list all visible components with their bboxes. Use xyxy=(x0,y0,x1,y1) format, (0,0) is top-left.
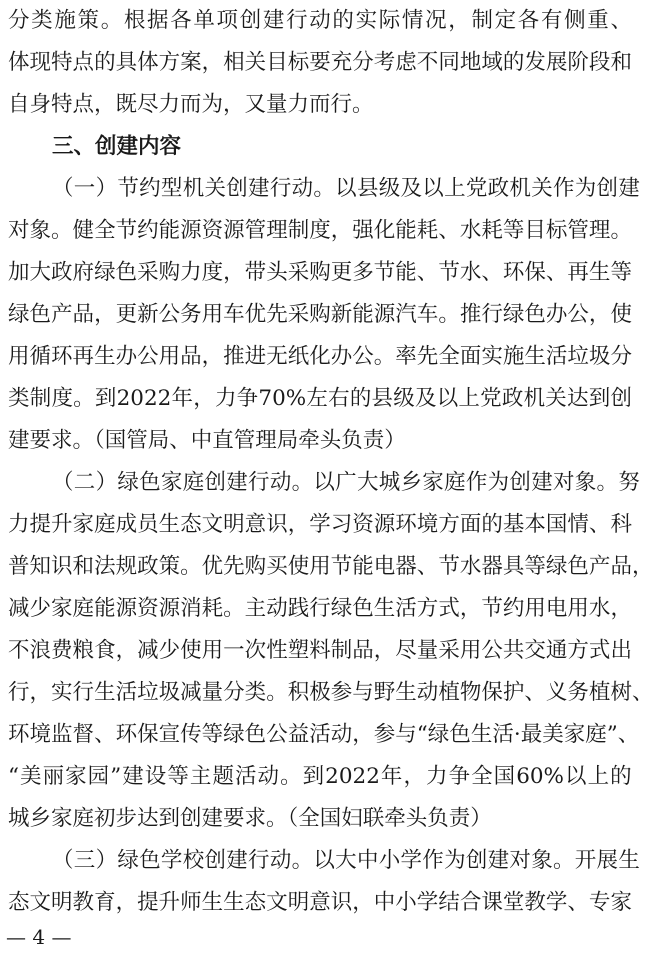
text-line: （ 一 ） 节 约 型 机 关 创 建 行 动 。 以 县 级 及 以 上 党 政 机 关 作 为 创 建 xyxy=(52,176,640,201)
text-line: 分 类 施 策 。 根 据 各 单 项 创 建 行 动 的 实 际 情 况 ， 制 定 各 有 侧 重 、 xyxy=(8,8,632,33)
text-line: 环 境 监 督 、 环 保 宣 传 等 绿 色 公 益 活 动 ， 参 与 “ 绿 色 生 活 · 最 美 家 庭 ” 、 xyxy=(8,722,640,747)
text-line: 用 循 环 再 生 办 公 用 品 ， 推 进 无 纸 化 办 公 。 率 先 全 面 实 施 生 活 垃 圾 分 xyxy=(8,344,632,369)
text-line: 普 知 识 和 法 规 政 策 。 优 先 购 买 使 用 节 能 电 器 、 节 水 器 具 等 绿 色 产 品 ， xyxy=(8,554,653,579)
text-line: 城乡家庭初步达到创建要求。（全国妇联牵头负责） xyxy=(8,806,492,831)
text-line: 减 少 家 庭 能 源 资 源 消 耗 。 主 动 践 行 绿 色 生 活 方 式 ， 节 约 用 电 用 水 ， xyxy=(8,596,632,621)
text-line: 态 文 明 教 育 ， 提 升 师 生 生 态 文 明 意 识 ， 中 小 学 结 合 课 堂 教 学 、 专 家 xyxy=(8,890,632,915)
text-line: 行 ， 实 行 生 活 垃 圾 减 量 分 类 。 积 极 参 与 野 生 动 植 物 保 护 、 义 务 植 树 、 xyxy=(8,680,653,705)
text-line: 自身特点，既尽力而为，又量力而行。 xyxy=(8,92,374,117)
text-line: （ 二 ） 绿 色 家 庭 创 建 行 动 。 以 广 大 城 乡 家 庭 作 为 创 建 对 象 。 努 xyxy=(52,470,640,495)
text-line: 对 象 。 健 全 节 约 能 源 资 源 管 理 制 度 ， 强 化 能 耗 、 水 耗 等 目 标 管 理 。 xyxy=(8,218,632,243)
text-line: 加 大 政 府 绿 色 采 购 力 度 ， 带 头 采 购 更 多 节 能 、 节 水 、 环 保 、 再 生 等 xyxy=(8,260,632,285)
page-number: — 4 — xyxy=(6,925,72,949)
text-line: 力 提 升 家 庭 成 员 生 态 文 明 意 识 ， 学 习 资 源 环 境 方 面 的 基 本 国 情 、 科 xyxy=(8,512,632,537)
text-line: 类 制 度 。 到 2022 年 ， 力 争 70% 左 右 的 县 级 及 以 上 党 政 机 关 达 到 创 xyxy=(8,386,632,411)
section-heading: 三、创建内容 xyxy=(52,134,182,159)
text-line: （ 三 ） 绿 色 学 校 创 建 行 动 。 以 大 中 小 学 作 为 创 建 对 象 。 开 展 生 xyxy=(52,848,640,873)
text-line: 不 浪 费 粮 食 ， 减 少 使 用 一 次 性 塑 料 制 品 ， 尽 量 采 用 公 共 交 通 方 式 出 xyxy=(8,638,632,663)
text-line: “ 美 丽 家 园 ” 建 设 等 主 题 活 动 。 到 2022 年 ， 力 争 全 国 60% 以 上 的 xyxy=(8,764,632,789)
text-line: 建要求。（国管局、中直管理局牵头负责） xyxy=(8,428,406,453)
text-line: 体 现 特 点 的 具 体 方 案 ， 相 关 目 标 要 充 分 考 虑 不 同 地 域 的 发 展 阶 段 和 xyxy=(8,50,632,75)
text-line: 绿 色 产 品 ， 更 新 公 务 用 车 优 先 采 购 新 能 源 汽 车 。 推 行 绿 色 办 公 ， 使 xyxy=(8,302,632,327)
